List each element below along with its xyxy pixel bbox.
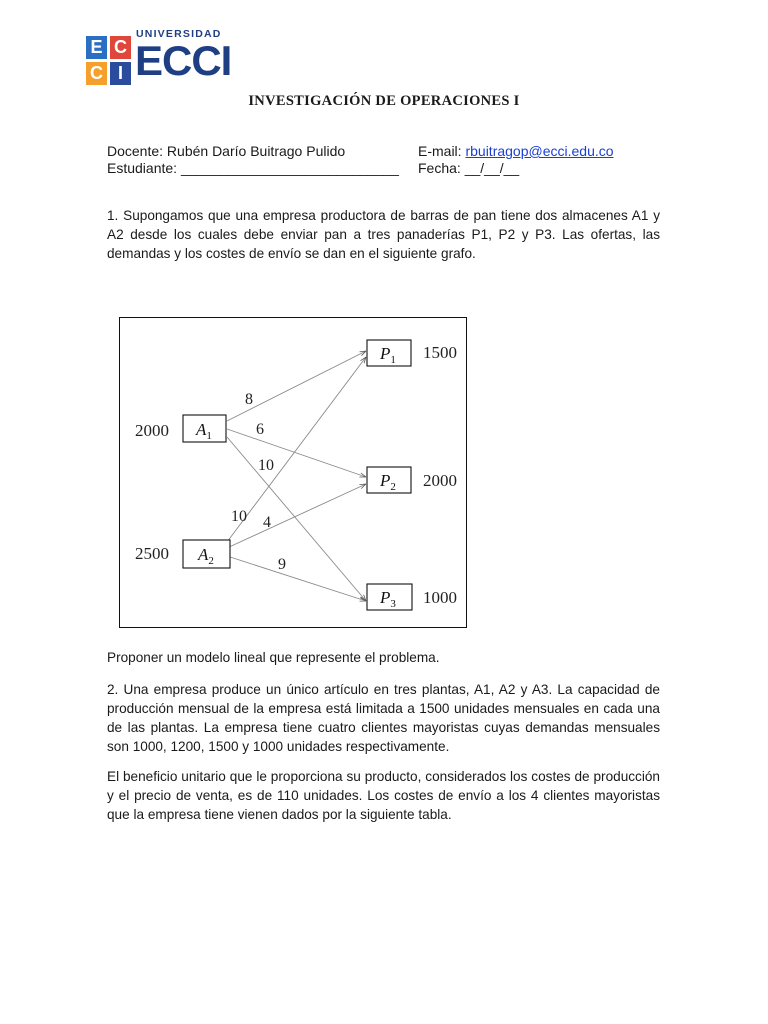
- email-label: E-mail:: [418, 143, 466, 159]
- logo-tile-c2: C: [86, 62, 107, 85]
- logo-tiles: [86, 36, 132, 86]
- node-p2-label: $P_2$: [380, 471, 396, 493]
- node-p3-label: $P_3$: [380, 588, 396, 610]
- demand-p1: 1500: [423, 343, 457, 362]
- edge-a1-p3: [227, 437, 366, 601]
- supply-a1: 2000: [135, 421, 169, 440]
- document-title: INVESTIGACIÓN DE OPERACIONES I: [248, 93, 520, 109]
- edge-a2-p1: [227, 357, 366, 542]
- email-link[interactable]: rbuitragop@ecci.edu.co: [465, 143, 614, 159]
- estudiante-line: Estudiante: ____________________________: [107, 160, 399, 176]
- logo-top-text: UNIVERSIDAD: [136, 28, 222, 40]
- edge-a2-p2: [227, 484, 366, 548]
- supply-a2: 2500: [135, 544, 169, 563]
- logo-tile-e: E: [86, 36, 107, 59]
- problem-2-text: 2. Una empresa produce un único artículo en tres plantas, A1, A2 y A3. La capacidad de producción mensual de la empresa está limitada a 1500 unidades mensuales en cada una de las plantas. La empresa tiene cuatro clientes mayoristas cuyas demandas mensuales son 1000, 1200, 1500 y 1000 unidades respectivamente.: [107, 682, 660, 754]
- cost-a1-p1: 8: [245, 391, 253, 408]
- logo-brand-text: ECCI: [135, 37, 232, 84]
- node-a1-label: $A_1$: [196, 420, 212, 442]
- demand-p2: 2000: [423, 471, 457, 490]
- email-line: [418, 143, 614, 160]
- docente-line: Docente: Rubén Darío Buitrago Pulido: [107, 143, 346, 159]
- problem-1-text: 1. Supongamos que una empresa productora de barras de pan tiene dos almacenes A1 y A2 desde los cuales debe enviar pan a tres panaderías P1, P2 y P3. Las ofertas, las demandas y los costes de envío se dan en el siguiente grafo.: [107, 208, 660, 261]
- university-logo: [86, 28, 234, 86]
- fecha-line: Fecha: __/__/__: [418, 160, 520, 176]
- edge-a2-p3: [227, 556, 366, 601]
- demand-p3: 1000: [423, 588, 457, 607]
- cost-a2-p2: 4: [263, 514, 271, 531]
- logo-tile-c1: C: [110, 36, 131, 59]
- transport-graph: [119, 317, 467, 628]
- cost-a1-p3: 10: [258, 457, 274, 474]
- cost-a1-p2: 6: [256, 421, 264, 438]
- problem-1-question: Proponer un modelo lineal que represente el problema.: [107, 650, 440, 665]
- transport-graph-svg: [120, 318, 468, 629]
- problem-2-benefit-text: El beneficio unitario que le proporciona su producto, considerados los costes de producción y el precio de venta, es de 110 unidades. Los costes de envío a los 4 clientes mayoristas que la empresa tiene vienen dados por la siguiente tabla.: [107, 769, 660, 822]
- logo-tile-i: I: [110, 62, 131, 85]
- cost-a2-p1: 10: [231, 508, 247, 525]
- cost-a2-p3: 9: [278, 556, 286, 573]
- edge-a1-p2: [227, 429, 366, 477]
- edge-a1-p1: [227, 351, 366, 421]
- node-a2-label: $A_2$: [198, 545, 214, 567]
- node-p1-label: $P_1$: [380, 344, 396, 366]
